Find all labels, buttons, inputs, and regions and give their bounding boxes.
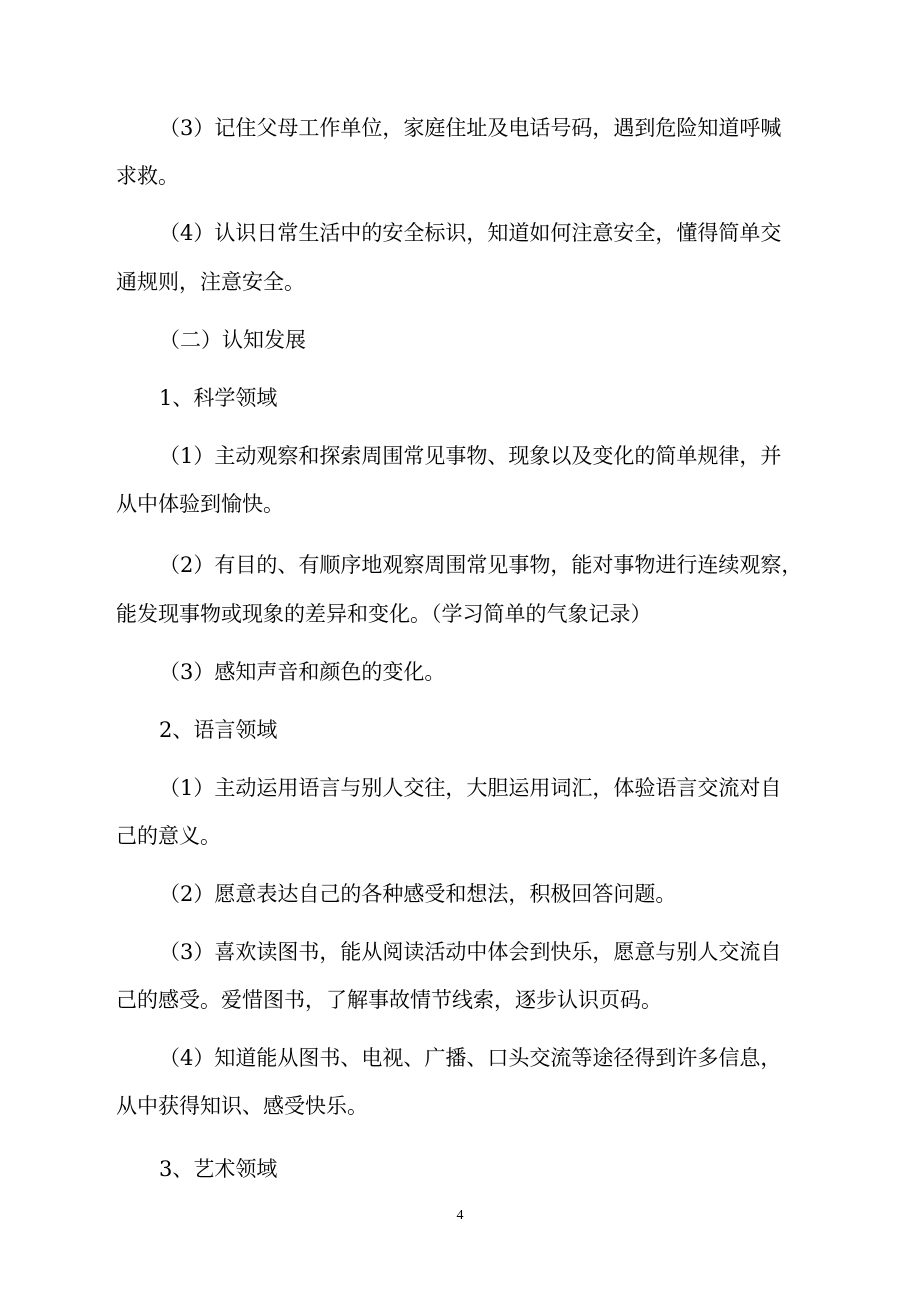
page-number: 4 [456, 1208, 464, 1223]
paragraph-language-4-line-2: 从中获得知识、感受快乐。 [116, 1094, 368, 1118]
paragraph-science-3: （3）感知声音和颜色的变化。 [159, 660, 446, 684]
paragraph-language-3-line-1: （3）喜欢读图书，能从阅读活动中体会到快乐，愿意与别人交流自 [159, 940, 782, 964]
paragraph-science-1-line-1: （1）主动观察和探索周围常见事物、现象以及变化的简单规律，并 [159, 444, 782, 468]
paragraph-science-1-line-2: 从中体验到愉快。 [116, 492, 284, 516]
paragraph-language-1-line-1: （1）主动运用语言与别人交往，大胆运用词汇，体验语言交流对自 [159, 776, 782, 800]
subsection-heading-science: 1、科学领域 [159, 386, 278, 410]
paragraph-1-line-2: 求救。 [116, 164, 179, 188]
paragraph-2-line-1: （4）认识日常生活中的安全标识，知道如何注意安全，懂得简单交 [159, 221, 782, 245]
subsection-heading-language: 2、语言领域 [159, 718, 278, 742]
subsection-heading-art: 3、艺术领域 [159, 1157, 278, 1181]
paragraph-language-3-line-2: 己的感受。爱惜图书，了解事故情节线索，逐步认识页码。 [116, 988, 662, 1012]
paragraph-science-2-line-2: 能发现事物或现象的差异和变化。（学习简单的气象记录） [116, 602, 652, 626]
paragraph-science-2-line-1: （2）有目的、有顺序地观察周围常见事物，能对事物进行连续观察， [159, 553, 803, 577]
paragraph-language-1-line-2: 己的意义。 [116, 824, 221, 848]
paragraph-1-line-1: （3）记住父母工作单位，家庭住址及电话号码，遇到危险知道呼喊 [159, 116, 782, 140]
paragraph-language-2: （2）愿意表达自己的各种感受和想法，积极回答问题。 [159, 882, 677, 906]
paragraph-language-4-line-1: （4）知道能从图书、电视、广播、口头交流等途径得到许多信息， [159, 1046, 782, 1070]
paragraph-2-line-2: 通规则，注意安全。 [116, 270, 305, 294]
section-heading-cognitive-development: （二）认知发展 [159, 328, 306, 352]
